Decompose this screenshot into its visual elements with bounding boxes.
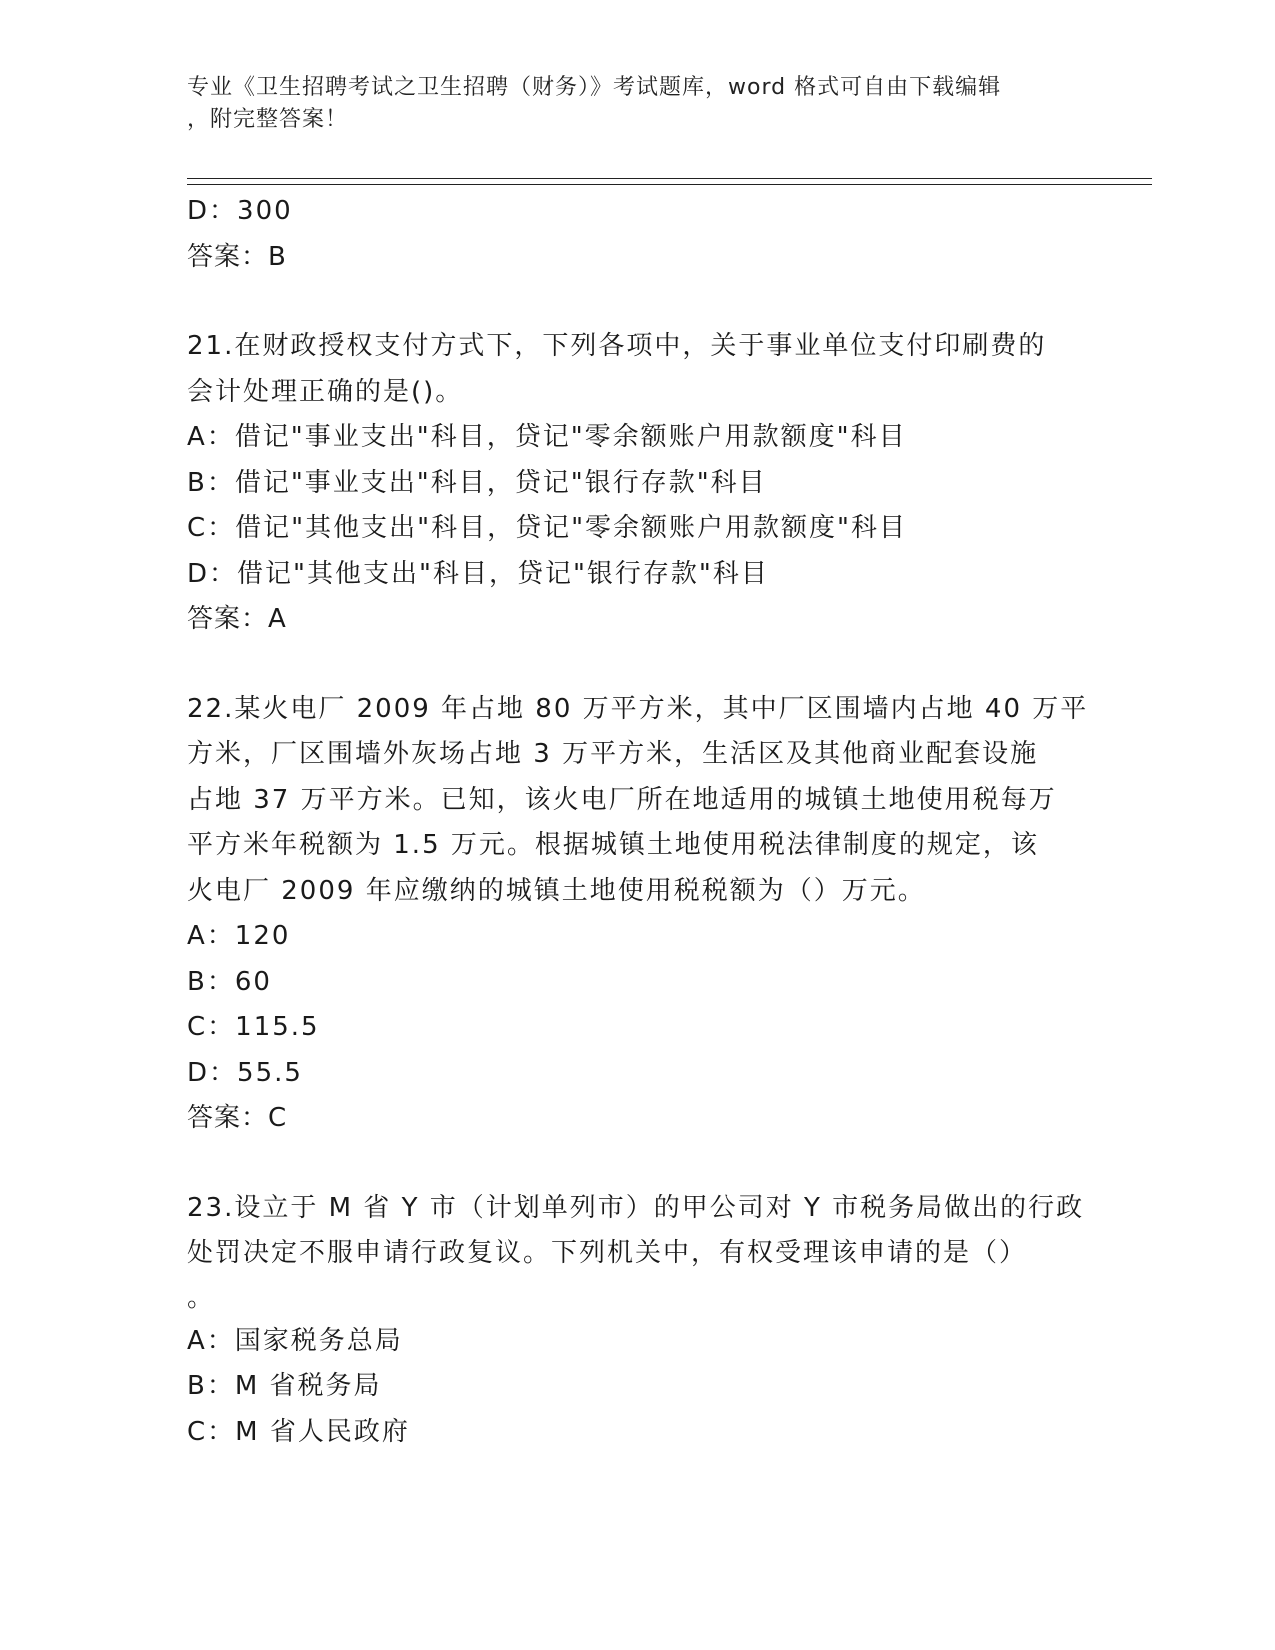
spacer: [187, 280, 1087, 324]
question-stem: 方米，厂区围墙外灰场占地 3 万平方米，生活区及其他商业配套设施: [187, 739, 1039, 769]
spacer: [187, 1142, 1087, 1186]
option-b: B：M 省税务局: [187, 1371, 382, 1401]
header-title-line2: ，附完整答案！: [187, 107, 349, 132]
option-d: D：借记"其他支出"科目，贷记"银行存款"科目: [187, 558, 769, 589]
document-header: [187, 72, 1067, 136]
question-stem: 占地 37 万平方米。已知，该火电厂所在地适用的城镇土地使用税每万: [187, 784, 1057, 815]
option-d: D：300: [187, 196, 293, 226]
question-stem: 21.在财政授权支付方式下，下列各项中，关于事业单位支付印刷费的: [187, 331, 1047, 361]
option-a: A：国家税务总局: [187, 1325, 403, 1356]
question-21: [187, 324, 1087, 643]
question-stem: 会计处理正确的是()。: [187, 376, 464, 407]
question-23: [187, 1186, 1087, 1456]
option-c: C：借记"其他支出"科目，贷记"零余额账户用款额度"科目: [187, 513, 907, 543]
question-stem: 平方米年税额为 1.5 万元。根据城镇土地使用税法律制度的规定，该: [187, 830, 1039, 860]
answer: 答案：B: [187, 241, 287, 272]
option-b: B：借记"事业支出"科目，贷记"银行存款"科目: [187, 467, 767, 498]
question-22: [187, 687, 1087, 1142]
answer: 答案：A: [187, 604, 287, 634]
previous-question-tail: [187, 189, 1087, 280]
question-stem: 处罚决定不服申请行政复议。下列机关中，有权受理该申请的是（）: [187, 1238, 1028, 1268]
spacer: [187, 643, 1087, 687]
question-stem: 火电厂 2009 年应缴纳的城镇土地使用税税额为（）万元。: [187, 875, 926, 906]
question-stem: 22.某火电厂 2009 年占地 80 万平方米，其中厂区围墙内占地 40 万平: [187, 693, 1089, 724]
header-divider-bottom: [187, 184, 1152, 185]
question-content: [187, 189, 1087, 1455]
option-b: B：60: [187, 966, 272, 997]
option-c: C：115.5: [187, 1012, 320, 1042]
header-title-line1: 专业《卫生招聘考试之卫生招聘（财务）》考试题库，word 格式可自由下载编辑: [187, 75, 1002, 100]
answer: 答案：C: [187, 1103, 288, 1133]
option-a: A：借记"事业支出"科目，贷记"零余额账户用款额度"科目: [187, 422, 907, 452]
option-c: C：M 省人民政府: [187, 1416, 410, 1447]
option-a: A：120: [187, 921, 291, 951]
question-stem: 。: [187, 1282, 216, 1313]
header-divider-top: [187, 178, 1152, 179]
option-d: D：55.5: [187, 1057, 303, 1088]
question-stem: 23.设立于 M 省 Y 市（计划单列市）的甲公司对 Y 市税务局做出的行政: [187, 1192, 1085, 1223]
